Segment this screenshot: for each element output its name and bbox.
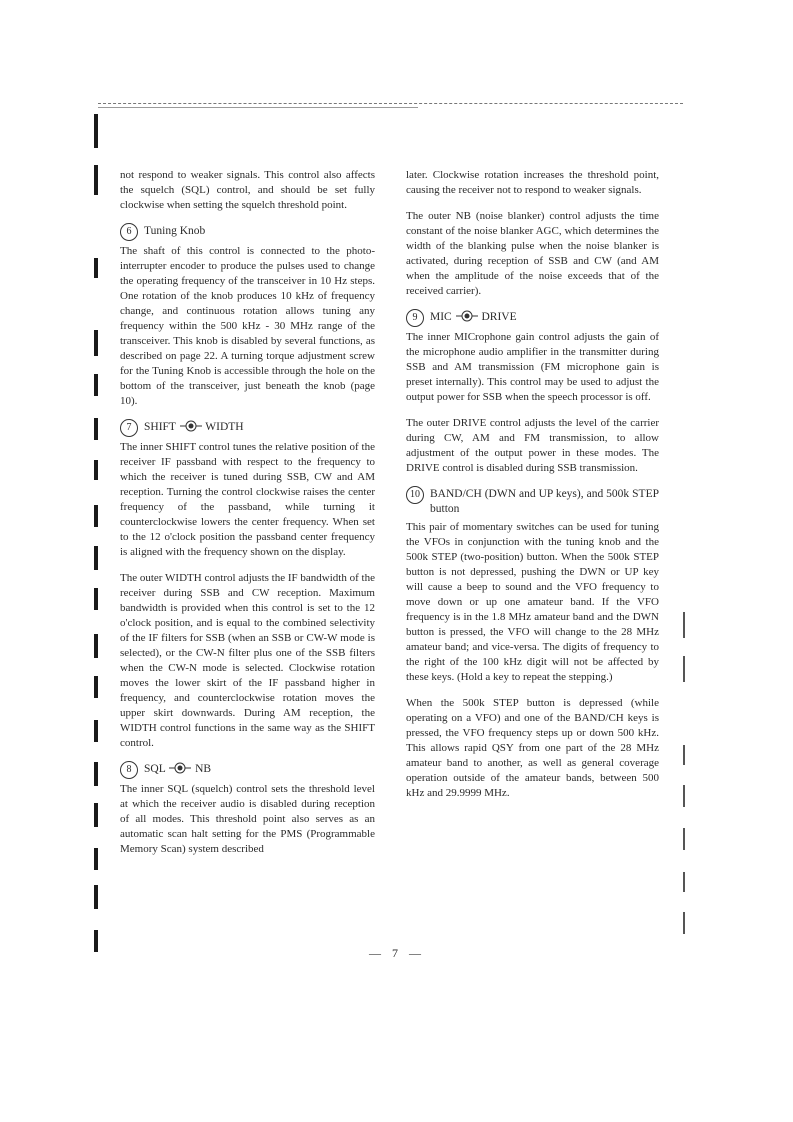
section-9-heading [406,310,659,327]
mic-paragraph: The inner MICrophone gain control adjusts the gain of the microphone audio amplifier in the transmitter during SSB and AM transmission (FM microphone gain is preset internally). This control may be used to adjust the output power for SSB when the speech processor is off. [406,331,659,403]
binding-edge-mark [94,546,98,570]
left-column [120,168,375,868]
section-title-outer: WIDTH [205,421,244,433]
drive-paragraph: The outer DRIVE control adjusts the level of the carrier during CW, AM and FM transmission, to allow adjustment of the output power in these modes. The DRIVE control is disabled during SSB transmission. [406,417,659,474]
binding-edge-mark [94,930,98,952]
left-intro-paragraph: not respond to weaker signals. This control also affects the squelch (SQL) control, and should be set fully clockwise when setting the squelch threshold point. [120,169,375,211]
binding-edge-mark [94,374,98,396]
right-edge-mark [683,785,685,807]
section-8-heading [120,762,375,779]
right-edge-mark [683,745,685,765]
step-paragraph: When the 500k STEP button is depressed (while operating on a VFO) and one of the BAND/CH keys is pressed, the VFO frequency steps up or down 500 kHz. This allows rapid QSY from one part of the 28 MHz amateur band to another, as well as general coverage operation outside of the amateur bands, between 500 kHz and 29.9999 MHz. [406,697,659,799]
right-intro-paragraph: later. Clockwise rotation increases the threshold point, causing the receiver not to respond to weaker signals. [406,169,659,196]
concentric-knob-icon [455,310,479,322]
binding-edge-mark [94,258,98,278]
section-title-inner: SHIFT [144,421,176,433]
section-6-heading [120,224,375,241]
section-number-badge: 7 [120,419,138,437]
width-paragraph: The outer WIDTH control adjusts the IF bandwidth of the receiver during SSB and CW reception. Maximum bandwidth is provided when this control is set to the 12 o'clock position, and is equal to the combined selectivity of the IF filters for SSB (when an SSB or CW-W mode is selected), or the CW-N filter plus one of the SSB filters when the CW-N mode is selected. Clockwise rotation moves the lower skirt of the IF passband higher in frequency, and counterclockwise rotation moves the upper skirt downwards. During AM reception, the WIDTH control functions in the same way as the SHIFT control. [120,572,375,749]
shift-paragraph: The inner SHIFT control tunes the relative position of the receiver IF passband with respect to the frequency to which the receiver is tuned during SSB, CW and AM reception. Turning the control clockwise raises the center frequency of the passband, while turning it counterclockwise lowers the center frequency. When set to the 12 o'clock position the passband center frequency is aligned with the frequency shown on the display. [120,441,375,558]
binding-edge-mark [94,720,98,742]
sql-paragraph: The inner SQL (squelch) control sets the threshold level at which the receiver audio is disabled during reception of all modes. This threshold point also serves as an automatic scan halt setting for the PMS (Programmable Memory Scan) system described [120,783,375,855]
section-number-badge: 6 [120,223,138,241]
binding-edge-mark [94,848,98,870]
tuning-knob-paragraph: The shaft of this control is connected to the photo-interrupter encoder to produce the pulses used to change the operating frequency of the transceiver in 10 Hz steps. One rotation of the knob produces 10 kHz of frequency change, and continuous rotation allows tuning any frequency within the 500 kHz - 30 MHz range of the transceiver. This knob is disabled by several functions, as described on page 22. A turning torque adjustment screw for the Tuning Knob is accessible through the hole on the bottom of the transceiver, just beneath the knob (page 10). [120,245,375,407]
binding-edge-mark [94,588,98,610]
section-10-heading [406,487,659,517]
nb-paragraph: The outer NB (noise blanker) control adjusts the time constant of the noise blanker AGC, which determines the width of the blanking pulse when the noise blanker is activated, during reception of SSB and CW (and AM when the amplitude of the noise exceeds that of the received carrier). [406,210,659,297]
band-ch-paragraph: This pair of momentary switches can be used for tuning the VFOs in conjunction with the tuning knob and the 500k STEP (two-position) button. When the 500k STEP button is not depressed, pushing the DWN or UP key will cause a beep to sound and the VFO frequency to move down or up one amateur band. If the VFO frequency is in the 1.8 MHz amateur band and the DWN button is pressed, the VFO will change to the 28 MHz amateur band; and vice-versa. The digits of frequency to the right of the 100 kHz digit will not be affected by these keys. (Hold a key to repeat the stepping.) [406,521,659,683]
binding-edge-mark [94,676,98,698]
section-title: Tuning Knob [144,225,206,237]
top-rule [98,103,683,104]
concentric-knob-icon [168,762,192,774]
binding-edge-mark [94,505,98,527]
section-number-badge: 8 [120,761,138,779]
top-rule-secondary [98,107,418,108]
right-edge-mark [683,656,685,682]
binding-edge-mark [94,885,98,909]
section-number-badge: 10 [406,486,424,504]
binding-edge-mark [94,165,98,195]
right-edge-mark [683,828,685,850]
binding-edge-mark [94,762,98,786]
concentric-knob-icon [179,420,203,432]
binding-edge-mark [94,634,98,658]
right-edge-mark [683,872,685,892]
section-title-inner: MIC [430,311,452,323]
binding-edge-mark [94,460,98,480]
binding-edge-mark [94,803,98,827]
section-title-outer: NB [195,763,212,775]
section-title: BAND/CH (DWN and UP keys), and 500k STEP button [430,488,659,515]
binding-edge-mark [94,418,98,440]
right-edge-mark [683,612,685,638]
section-title-outer: DRIVE [481,311,517,323]
right-edge-mark [683,912,685,934]
binding-edge-mark [94,114,98,148]
section-title-inner: SQL [144,763,166,775]
section-7-heading [120,420,375,437]
section-number-badge: 9 [406,309,424,327]
right-column [406,168,659,812]
page-number: — 7 — [369,946,425,960]
binding-edge-mark [94,330,98,356]
